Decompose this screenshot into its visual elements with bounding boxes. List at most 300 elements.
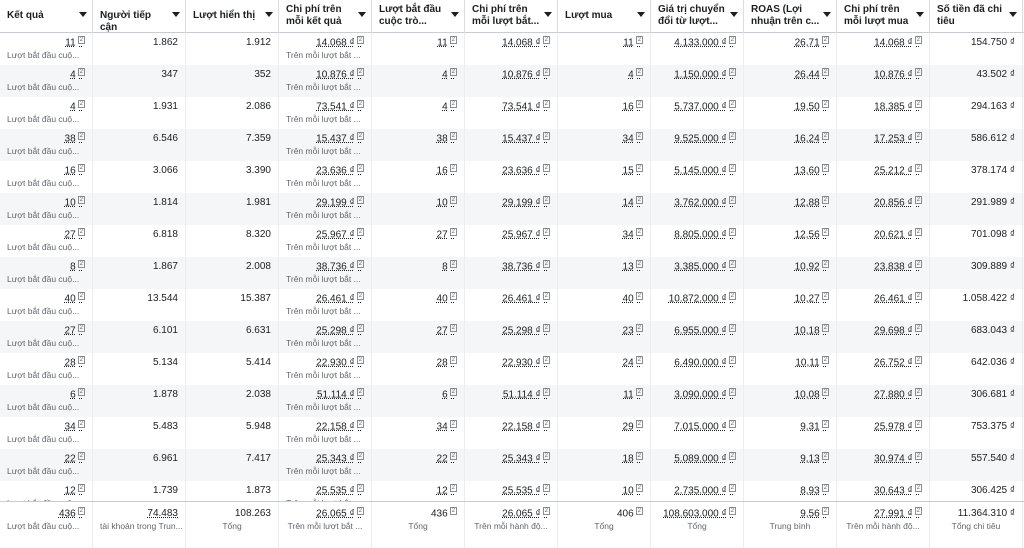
info-marker-icon[interactable]: 2 bbox=[637, 133, 641, 139]
cell-purchase-conversion-value[interactable] bbox=[651, 257, 744, 289]
cell-cost-per-result[interactable] bbox=[279, 257, 372, 289]
cell-value[interactable]: 34 $^2$ bbox=[622, 133, 641, 145]
cell-value[interactable]: 13,60 $^2$ bbox=[794, 165, 827, 177]
sort-caret-icon[interactable] bbox=[544, 12, 552, 17]
cell-value[interactable]: 10 $^2$ bbox=[622, 485, 641, 497]
cell-value[interactable]: 27.880 ₫ $^2$ bbox=[874, 389, 920, 401]
cell-purchases[interactable] bbox=[558, 161, 651, 193]
column-header-reach[interactable] bbox=[93, 0, 186, 34]
info-marker-icon[interactable]: 2 bbox=[358, 293, 362, 299]
info-marker-icon[interactable]: 2 bbox=[730, 453, 734, 459]
cell-value[interactable]: 19,50 $^2$ bbox=[794, 101, 827, 113]
cell-conversations-started[interactable] bbox=[372, 353, 465, 385]
cell-purchases[interactable] bbox=[558, 129, 651, 161]
cell-value[interactable]: 34 $^2$ bbox=[64, 421, 83, 433]
cell-roas[interactable] bbox=[744, 193, 837, 225]
info-marker-icon[interactable]: 2 bbox=[637, 165, 641, 171]
cell-conversations-started[interactable] bbox=[372, 97, 465, 129]
cell-purchases[interactable] bbox=[558, 321, 651, 353]
info-marker-icon[interactable]: 2 bbox=[451, 485, 455, 491]
cell-value[interactable]: 14.068 ₫ $^2$ bbox=[874, 37, 920, 49]
cell-value[interactable]: 6.955.000 ₫ $^2$ bbox=[674, 325, 734, 337]
info-marker-icon[interactable]: 2 bbox=[451, 37, 455, 43]
cell-value[interactable]: 8,93 $^2$ bbox=[800, 485, 827, 497]
info-marker-icon[interactable]: 2 bbox=[544, 389, 548, 395]
sort-caret-icon[interactable] bbox=[358, 12, 366, 17]
cell-value[interactable]: 7.015.000 ₫ $^2$ bbox=[674, 421, 734, 433]
cell-value[interactable]: 16 $^2$ bbox=[622, 101, 641, 113]
cell-value[interactable]: 34 $^2$ bbox=[436, 421, 455, 433]
cell-conversations-started[interactable] bbox=[372, 193, 465, 225]
cell-value[interactable]: 25.298 ₫ $^2$ bbox=[502, 325, 548, 337]
cell-value[interactable]: 26,71 $^2$ bbox=[794, 37, 827, 49]
info-marker-icon[interactable]: 2 bbox=[79, 389, 83, 395]
info-marker-icon[interactable]: 2 bbox=[730, 229, 734, 235]
cell-roas[interactable] bbox=[744, 129, 837, 161]
cell-cost-per-conversation[interactable] bbox=[465, 417, 558, 449]
cell-cost-per-result[interactable] bbox=[279, 225, 372, 257]
cell-value[interactable]: 38 $^2$ bbox=[436, 133, 455, 145]
cell-value[interactable]: 10 $^2$ bbox=[64, 197, 83, 209]
cell-purchase-conversion-value[interactable] bbox=[651, 193, 744, 225]
cell-cost-per-purchase[interactable] bbox=[837, 449, 930, 481]
cell-purchase-conversion-value[interactable] bbox=[651, 321, 744, 353]
cell-value[interactable]: 15 $^2$ bbox=[622, 165, 641, 177]
cell-purchase-conversion-value[interactable] bbox=[651, 385, 744, 417]
cell-value[interactable]: 38 $^2$ bbox=[64, 133, 83, 145]
cell-value[interactable]: 2.735.000 ₫ $^2$ bbox=[674, 485, 734, 497]
cell-value[interactable]: 29.199 ₫ $^2$ bbox=[502, 197, 548, 209]
cell-value[interactable]: 10 $^2$ bbox=[436, 197, 455, 209]
cell-value[interactable]: 29 $^2$ bbox=[622, 421, 641, 433]
cell-purchase-conversion-value[interactable] bbox=[651, 417, 744, 449]
cell-value[interactable]: 26.461 ₫ $^2$ bbox=[874, 293, 920, 305]
cell-value[interactable]: 6.490.000 ₫ $^2$ bbox=[674, 357, 734, 369]
cell-roas[interactable] bbox=[744, 225, 837, 257]
cell-value[interactable]: 10.872.000 ₫ $^2$ bbox=[668, 293, 734, 305]
info-marker-icon[interactable]: 2 bbox=[823, 133, 827, 139]
cell-purchase-conversion-value[interactable] bbox=[651, 225, 744, 257]
cell-purchases[interactable] bbox=[558, 289, 651, 321]
cell-cost-per-result[interactable] bbox=[279, 65, 372, 97]
cell-roas[interactable] bbox=[744, 353, 837, 385]
cell-value[interactable]: 1.150.000 ₫ $^2$ bbox=[674, 69, 734, 81]
sort-caret-icon[interactable] bbox=[916, 12, 924, 17]
info-marker-icon[interactable]: 2 bbox=[730, 357, 734, 363]
cell-results[interactable] bbox=[0, 257, 93, 289]
cell-purchase-conversion-value[interactable] bbox=[651, 33, 744, 65]
info-marker-icon[interactable]: 2 bbox=[637, 453, 641, 459]
info-marker-icon[interactable]: 2 bbox=[544, 421, 548, 427]
cell-cost-per-result[interactable] bbox=[279, 417, 372, 449]
info-marker-icon[interactable]: 2 bbox=[358, 325, 362, 331]
cell-results[interactable] bbox=[0, 289, 93, 321]
cell-value[interactable]: 51.114 ₫ $^2$ bbox=[316, 389, 362, 401]
cell-value[interactable]: 22 $^2$ bbox=[64, 453, 83, 465]
info-marker-icon[interactable]: 2 bbox=[544, 197, 548, 203]
cell-purchases[interactable] bbox=[558, 385, 651, 417]
cell-value[interactable]: 14.068 ₫ $^2$ bbox=[316, 37, 362, 49]
cell-value[interactable]: 28 $^2$ bbox=[64, 357, 83, 369]
info-marker-icon[interactable]: 2 bbox=[730, 69, 734, 75]
cell-value[interactable]: 10,18 $^2$ bbox=[794, 325, 827, 337]
column-header-purchases[interactable] bbox=[558, 0, 651, 34]
cell-conversations-started[interactable] bbox=[372, 33, 465, 65]
info-marker-icon[interactable]: 2 bbox=[823, 389, 827, 395]
cell-value[interactable]: 15.437 ₫ $^2$ bbox=[316, 133, 362, 145]
sort-caret-icon[interactable] bbox=[637, 12, 645, 17]
cell-value[interactable]: 4 $^2$ bbox=[442, 69, 455, 81]
cell-value[interactable]: 12 $^2$ bbox=[436, 485, 455, 497]
column-header-cost-per-result[interactable] bbox=[279, 0, 372, 34]
info-marker-icon[interactable]: 2 bbox=[916, 261, 920, 267]
info-marker-icon[interactable]: 2 bbox=[730, 101, 734, 107]
cell-conversations-started[interactable] bbox=[372, 385, 465, 417]
cell-cost-per-result[interactable] bbox=[279, 289, 372, 321]
cell-value[interactable]: 22.158 ₫ $^2$ bbox=[316, 421, 362, 433]
column-header-amount-spent[interactable] bbox=[930, 0, 1023, 34]
info-marker-icon[interactable]: 2 bbox=[544, 165, 548, 171]
cell-conversations-started[interactable] bbox=[372, 65, 465, 97]
info-marker-icon[interactable]: 2 bbox=[79, 357, 83, 363]
cell-purchases[interactable] bbox=[558, 65, 651, 97]
cell-value[interactable]: 6 $^2$ bbox=[442, 389, 455, 401]
sort-caret-icon[interactable] bbox=[451, 12, 459, 17]
cell-cost-per-result[interactable] bbox=[279, 449, 372, 481]
cell-value[interactable]: 6 $^2$ bbox=[70, 389, 83, 401]
cell-value[interactable]: 51.114 ₫ $^2$ bbox=[502, 389, 548, 401]
column-header-cost-per-conversation[interactable] bbox=[465, 0, 558, 34]
cell-results[interactable] bbox=[0, 161, 93, 193]
cell-value[interactable]: 26,44 $^2$ bbox=[794, 69, 827, 81]
cell-value[interactable]: 73.541 ₫ $^2$ bbox=[502, 101, 548, 113]
cell-cost-per-result[interactable] bbox=[279, 161, 372, 193]
cell-roas[interactable] bbox=[744, 97, 837, 129]
info-marker-icon[interactable]: 2 bbox=[79, 229, 83, 235]
info-marker-icon[interactable]: 2 bbox=[358, 389, 362, 395]
cell-value[interactable]: 10,92 $^2$ bbox=[794, 261, 827, 273]
cell-value[interactable]: 24 $^2$ bbox=[622, 357, 641, 369]
info-marker-icon[interactable]: 2 bbox=[823, 69, 827, 75]
cell-value[interactable]: 3.762.000 ₫ $^2$ bbox=[674, 197, 734, 209]
cell-cost-per-result[interactable] bbox=[279, 385, 372, 417]
info-marker-icon[interactable]: 2 bbox=[637, 229, 641, 235]
cell-purchase-conversion-value[interactable] bbox=[651, 65, 744, 97]
info-marker-icon[interactable]: 2 bbox=[916, 37, 920, 43]
cell-cost-per-purchase[interactable] bbox=[837, 129, 930, 161]
column-header-conversations-started[interactable] bbox=[372, 0, 465, 34]
cell-purchases[interactable] bbox=[558, 353, 651, 385]
cell-value[interactable]: 73.541 ₫ $^2$ bbox=[316, 101, 362, 113]
column-header-impressions[interactable] bbox=[186, 0, 279, 34]
column-header-roas[interactable] bbox=[744, 0, 837, 34]
cell-value[interactable]: 22 $^2$ bbox=[436, 453, 455, 465]
cell-value[interactable]: 4.133.000 ₫ $^2$ bbox=[674, 37, 734, 49]
info-marker-icon[interactable]: 2 bbox=[451, 325, 455, 331]
cell-value[interactable]: 40 $^2$ bbox=[622, 293, 641, 305]
info-marker-icon[interactable]: 2 bbox=[451, 165, 455, 171]
column-header-purchase-conversion-value[interactable] bbox=[651, 0, 744, 34]
cell-roas[interactable] bbox=[744, 417, 837, 449]
info-marker-icon[interactable]: 2 bbox=[79, 453, 83, 459]
cell-conversations-started[interactable] bbox=[372, 225, 465, 257]
cell-value[interactable]: 25.978 ₫ $^2$ bbox=[874, 421, 920, 433]
cell-roas[interactable] bbox=[744, 257, 837, 289]
cell-value[interactable]: 25.298 ₫ $^2$ bbox=[316, 325, 362, 337]
cell-value[interactable]: 27 $^2$ bbox=[436, 325, 455, 337]
cell-conversations-started[interactable] bbox=[372, 321, 465, 353]
cell-value[interactable]: 10,08 $^2$ bbox=[794, 389, 827, 401]
cell-value[interactable]: 9.525.000 ₫ $^2$ bbox=[674, 133, 734, 145]
info-marker-icon[interactable]: 2 bbox=[916, 485, 920, 491]
cell-roas[interactable] bbox=[744, 385, 837, 417]
info-marker-icon[interactable]: 2 bbox=[637, 421, 641, 427]
info-marker-icon[interactable]: 2 bbox=[451, 261, 455, 267]
info-marker-icon[interactable]: 2 bbox=[544, 261, 548, 267]
info-marker-icon[interactable]: 2 bbox=[79, 37, 83, 43]
info-marker-icon[interactable]: 2 bbox=[79, 101, 83, 107]
info-marker-icon[interactable]: 2 bbox=[358, 229, 362, 235]
cell-cost-per-conversation[interactable] bbox=[465, 353, 558, 385]
cell-cost-per-conversation[interactable] bbox=[465, 225, 558, 257]
cell-value[interactable]: 25.967 ₫ $^2$ bbox=[316, 229, 362, 241]
info-marker-icon[interactable]: 2 bbox=[544, 229, 548, 235]
cell-results[interactable] bbox=[0, 33, 93, 65]
info-marker-icon[interactable]: 2 bbox=[916, 293, 920, 299]
info-marker-icon[interactable]: 2 bbox=[451, 69, 455, 75]
cell-cost-per-purchase[interactable] bbox=[837, 385, 930, 417]
info-marker-icon[interactable]: 2 bbox=[823, 37, 827, 43]
info-marker-icon[interactable]: 2 bbox=[916, 453, 920, 459]
info-marker-icon[interactable]: 2 bbox=[544, 101, 548, 107]
cell-value[interactable]: 15.437 ₫ $^2$ bbox=[502, 133, 548, 145]
cell-cost-per-purchase[interactable] bbox=[837, 65, 930, 97]
info-marker-icon[interactable]: 2 bbox=[637, 261, 641, 267]
info-marker-icon[interactable]: 2 bbox=[79, 508, 83, 514]
cell-value[interactable]: 4 $^2$ bbox=[70, 69, 83, 81]
info-marker-icon[interactable]: 2 bbox=[358, 453, 362, 459]
cell-purchases[interactable] bbox=[558, 417, 651, 449]
info-marker-icon[interactable]: 2 bbox=[730, 197, 734, 203]
cell-conversations-started[interactable] bbox=[372, 161, 465, 193]
info-marker-icon[interactable]: 2 bbox=[916, 197, 920, 203]
column-header-cost-per-purchase[interactable] bbox=[837, 0, 930, 34]
cell-value[interactable]: 9,13 $^2$ bbox=[800, 453, 827, 465]
info-marker-icon[interactable]: 2 bbox=[637, 325, 641, 331]
cell-roas[interactable] bbox=[744, 161, 837, 193]
cell-value[interactable]: 27 $^2$ bbox=[64, 229, 83, 241]
cell-purchases[interactable] bbox=[558, 33, 651, 65]
info-marker-icon[interactable]: 2 bbox=[916, 508, 920, 514]
info-marker-icon[interactable]: 2 bbox=[730, 485, 734, 491]
cell-cost-per-conversation[interactable] bbox=[465, 385, 558, 417]
cell-cost-per-purchase[interactable] bbox=[837, 417, 930, 449]
cell-cost-per-conversation[interactable] bbox=[465, 289, 558, 321]
info-marker-icon[interactable]: 2 bbox=[358, 261, 362, 267]
cell-purchase-conversion-value[interactable] bbox=[651, 353, 744, 385]
cell-results[interactable] bbox=[0, 193, 93, 225]
info-marker-icon[interactable]: 2 bbox=[730, 37, 734, 43]
info-marker-icon[interactable]: 2 bbox=[451, 229, 455, 235]
cell-results[interactable] bbox=[0, 129, 93, 161]
cell-cost-per-result[interactable] bbox=[279, 97, 372, 129]
info-marker-icon[interactable]: 2 bbox=[823, 453, 827, 459]
info-marker-icon[interactable]: 2 bbox=[823, 325, 827, 331]
info-marker-icon[interactable]: 2 bbox=[823, 357, 827, 363]
info-marker-icon[interactable]: 2 bbox=[637, 37, 641, 43]
cell-value[interactable]: 16 $^2$ bbox=[436, 165, 455, 177]
cell-conversations-started[interactable] bbox=[372, 257, 465, 289]
cell-value[interactable]: 3.090.000 ₫ $^2$ bbox=[674, 389, 734, 401]
sort-caret-icon[interactable] bbox=[730, 12, 738, 17]
info-marker-icon[interactable]: 2 bbox=[637, 508, 641, 514]
cell-value[interactable]: 11 $^2$ bbox=[623, 37, 641, 49]
info-marker-icon[interactable]: 2 bbox=[358, 133, 362, 139]
cell-value[interactable]: 5.737.000 ₫ $^2$ bbox=[674, 101, 734, 113]
cell-value[interactable]: 40 $^2$ bbox=[436, 293, 455, 305]
info-marker-icon[interactable]: 2 bbox=[730, 421, 734, 427]
cell-cost-per-purchase[interactable] bbox=[837, 161, 930, 193]
info-marker-icon[interactable]: 2 bbox=[637, 197, 641, 203]
cell-value[interactable]: 4 $^2$ bbox=[628, 69, 641, 81]
info-marker-icon[interactable]: 2 bbox=[823, 293, 827, 299]
info-marker-icon[interactable]: 2 bbox=[79, 261, 83, 267]
info-marker-icon[interactable]: 2 bbox=[358, 197, 362, 203]
info-marker-icon[interactable]: 2 bbox=[79, 69, 83, 75]
cell-results[interactable] bbox=[0, 353, 93, 385]
cell-cost-per-purchase[interactable] bbox=[837, 289, 930, 321]
cell-value[interactable]: 30.643 ₫ $^2$ bbox=[874, 485, 920, 497]
info-marker-icon[interactable]: 2 bbox=[451, 133, 455, 139]
info-marker-icon[interactable]: 2 bbox=[358, 485, 362, 491]
sort-caret-icon[interactable] bbox=[265, 12, 273, 17]
cell-value[interactable]: 23.636 ₫ $^2$ bbox=[502, 165, 548, 177]
cell-value[interactable]: 8.805.000 ₫ $^2$ bbox=[674, 229, 734, 241]
info-marker-icon[interactable]: 2 bbox=[823, 508, 827, 514]
info-marker-icon[interactable]: 2 bbox=[916, 69, 920, 75]
info-marker-icon[interactable]: 2 bbox=[637, 389, 641, 395]
info-marker-icon[interactable]: 2 bbox=[730, 389, 734, 395]
cell-value[interactable]: 30.974 ₫ $^2$ bbox=[874, 453, 920, 465]
cell-cost-per-conversation[interactable] bbox=[465, 161, 558, 193]
cell-value[interactable]: 29.698 ₫ $^2$ bbox=[874, 325, 920, 337]
cell-results[interactable] bbox=[0, 97, 93, 129]
info-marker-icon[interactable]: 2 bbox=[451, 389, 455, 395]
cell-value[interactable]: 8 $^2$ bbox=[442, 261, 455, 273]
cell-roas[interactable] bbox=[744, 289, 837, 321]
info-marker-icon[interactable]: 2 bbox=[451, 197, 455, 203]
cell-purchase-conversion-value[interactable] bbox=[651, 161, 744, 193]
cell-roas[interactable] bbox=[744, 65, 837, 97]
info-marker-icon[interactable]: 2 bbox=[358, 69, 362, 75]
cell-value[interactable]: 29.199 ₫ $^2$ bbox=[316, 197, 362, 209]
cell-conversations-started[interactable] bbox=[372, 129, 465, 161]
cell-cost-per-conversation[interactable] bbox=[465, 449, 558, 481]
cell-purchase-conversion-value[interactable] bbox=[651, 97, 744, 129]
info-marker-icon[interactable]: 2 bbox=[79, 293, 83, 299]
cell-value[interactable]: 23 $^2$ bbox=[622, 325, 641, 337]
info-marker-icon[interactable]: 2 bbox=[79, 485, 83, 491]
cell-cost-per-result[interactable] bbox=[279, 353, 372, 385]
info-marker-icon[interactable]: 2 bbox=[823, 165, 827, 171]
cell-value[interactable]: 10,27 $^2$ bbox=[794, 293, 827, 305]
info-marker-icon[interactable]: 2 bbox=[451, 293, 455, 299]
cell-cost-per-purchase[interactable] bbox=[837, 257, 930, 289]
info-marker-icon[interactable]: 2 bbox=[730, 133, 734, 139]
cell-value[interactable]: 22.930 ₫ $^2$ bbox=[502, 357, 548, 369]
cell-value[interactable]: 38.736 ₫ $^2$ bbox=[316, 261, 362, 273]
cell-value[interactable]: 14 $^2$ bbox=[622, 197, 641, 209]
cell-value[interactable]: 23.838 ₫ $^2$ bbox=[874, 261, 920, 273]
cell-value[interactable]: 18.385 ₫ $^2$ bbox=[874, 101, 920, 113]
cell-cost-per-result[interactable] bbox=[279, 33, 372, 65]
cell-value[interactable]: 10,11 $^2$ bbox=[795, 357, 827, 369]
info-marker-icon[interactable]: 2 bbox=[823, 261, 827, 267]
info-marker-icon[interactable]: 2 bbox=[823, 485, 827, 491]
info-marker-icon[interactable]: 2 bbox=[79, 421, 83, 427]
cell-cost-per-conversation[interactable] bbox=[465, 257, 558, 289]
info-marker-icon[interactable]: 2 bbox=[544, 293, 548, 299]
cell-roas[interactable] bbox=[744, 449, 837, 481]
cell-purchases[interactable] bbox=[558, 193, 651, 225]
cell-value[interactable]: 27 $^2$ bbox=[64, 325, 83, 337]
info-marker-icon[interactable]: 2 bbox=[544, 69, 548, 75]
cell-cost-per-conversation[interactable] bbox=[465, 193, 558, 225]
cell-purchases[interactable] bbox=[558, 257, 651, 289]
cell-value[interactable]: 25.967 ₫ $^2$ bbox=[502, 229, 548, 241]
info-marker-icon[interactable]: 2 bbox=[544, 133, 548, 139]
info-marker-icon[interactable]: 2 bbox=[637, 69, 641, 75]
cell-value[interactable]: 4 $^2$ bbox=[70, 101, 83, 113]
cell-value[interactable]: 22.158 ₫ $^2$ bbox=[502, 421, 548, 433]
cell-value[interactable]: 27 $^2$ bbox=[436, 229, 455, 241]
info-marker-icon[interactable]: 2 bbox=[730, 325, 734, 331]
cell-value[interactable]: 10.876 ₫ $^2$ bbox=[316, 69, 362, 81]
cell-results[interactable] bbox=[0, 225, 93, 257]
cell-cost-per-purchase[interactable] bbox=[837, 33, 930, 65]
cell-cost-per-purchase[interactable] bbox=[837, 353, 930, 385]
info-marker-icon[interactable]: 2 bbox=[358, 165, 362, 171]
cell-cost-per-purchase[interactable] bbox=[837, 193, 930, 225]
cell-value[interactable]: 26.461 ₫ $^2$ bbox=[502, 293, 548, 305]
info-marker-icon[interactable]: 2 bbox=[79, 197, 83, 203]
info-marker-icon[interactable]: 2 bbox=[544, 357, 548, 363]
cell-value[interactable]: 10.876 ₫ $^2$ bbox=[502, 69, 548, 81]
info-marker-icon[interactable]: 2 bbox=[916, 421, 920, 427]
cell-purchase-conversion-value[interactable] bbox=[651, 289, 744, 321]
cell-value[interactable]: 22.930 ₫ $^2$ bbox=[316, 357, 362, 369]
cell-cost-per-purchase[interactable] bbox=[837, 321, 930, 353]
info-marker-icon[interactable]: 2 bbox=[79, 133, 83, 139]
cell-purchases[interactable] bbox=[558, 225, 651, 257]
cell-value[interactable]: 11 $^2$ bbox=[65, 37, 83, 49]
info-marker-icon[interactable]: 2 bbox=[358, 357, 362, 363]
info-marker-icon[interactable]: 2 bbox=[916, 229, 920, 235]
cell-value[interactable]: 34 $^2$ bbox=[622, 229, 641, 241]
cell-value[interactable]: 11 $^2$ bbox=[623, 389, 641, 401]
cell-value[interactable]: 9,31 $^2$ bbox=[800, 421, 827, 433]
info-marker-icon[interactable]: 2 bbox=[451, 421, 455, 427]
cell-roas[interactable] bbox=[744, 33, 837, 65]
info-marker-icon[interactable]: 2 bbox=[730, 165, 734, 171]
info-marker-icon[interactable]: 2 bbox=[358, 37, 362, 43]
cell-purchases[interactable] bbox=[558, 97, 651, 129]
info-marker-icon[interactable]: 2 bbox=[79, 325, 83, 331]
cell-value[interactable]: 14.068 ₫ $^2$ bbox=[502, 37, 548, 49]
cell-value[interactable]: 16,24 $^2$ bbox=[794, 133, 827, 145]
cell-results[interactable] bbox=[0, 449, 93, 481]
info-marker-icon[interactable]: 2 bbox=[544, 325, 548, 331]
